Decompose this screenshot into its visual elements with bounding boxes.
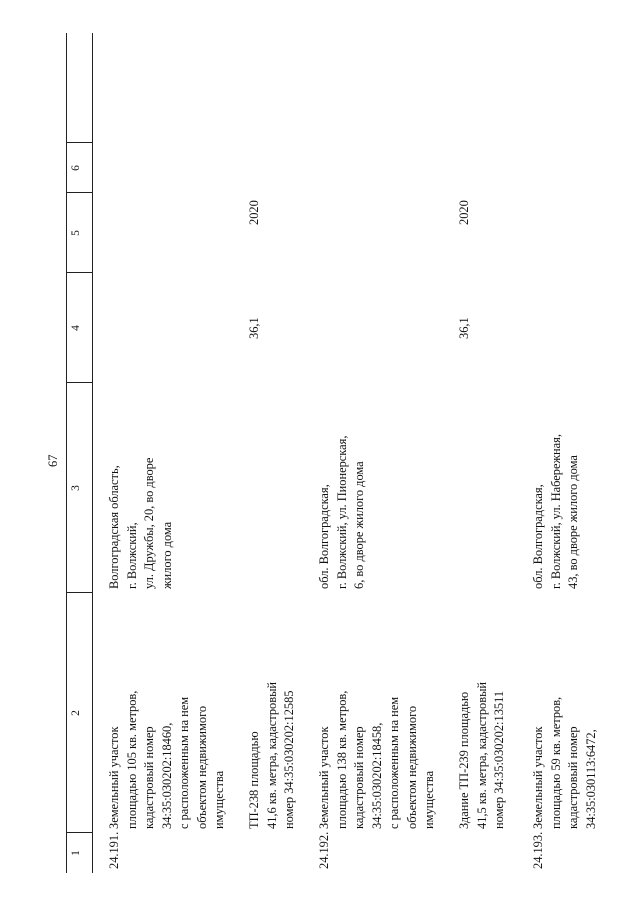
area-value: 36,1 bbox=[247, 317, 261, 339]
land-plot-description: Земельный участок площадью 138 кв. метров, кадастровый номер 34:35:030202:18458, с расположенным на нем объектом недвижимого имущества bbox=[317, 690, 436, 829]
land-plot-description: Земельный участок площадью 105 кв. метров, кадастровый номер 34:35:030202:18460, с расположенным на нем объектом недвижимого имущества bbox=[107, 690, 226, 829]
table-top-border bbox=[66, 33, 67, 873]
column-header-4: 4 bbox=[70, 325, 82, 331]
object-description: Здание ТП-239 площадью 41,5 кв. метра, кадастровый номер 34:35:030202:13511 bbox=[457, 681, 506, 829]
area-value: 36,1 bbox=[457, 317, 471, 339]
year-value: 2020 bbox=[457, 200, 471, 225]
address: обл. Волгоградская, г. Волжский, ул. Пионерская, 6, во дворе жилого дома bbox=[317, 435, 366, 589]
page-number: 67 bbox=[46, 454, 60, 467]
address: Волгоградская область, г. Волжский, ул. Дружбы, 20, во дворе жилого дома bbox=[107, 457, 174, 589]
land-plot-description: Земельный участок площадью 59 кв. метров, кадастровый номер 34:35:030113:6472, bbox=[531, 696, 598, 829]
row-number: 24.192. bbox=[317, 831, 331, 869]
address: обл. Волгоградская, г. Волжский, ул. Набережная, 43, во дворе жилого дома bbox=[531, 434, 580, 589]
row-number: 24.193. bbox=[531, 831, 545, 869]
column-header-5: 5 bbox=[70, 230, 82, 236]
year-value: 2020 bbox=[247, 200, 261, 225]
object-description: ТП-238 площадью 41,6 кв. метра, кадастровый номер 34:35:030202:12585 bbox=[247, 681, 296, 829]
table-header-bottom-border bbox=[92, 33, 93, 873]
column-header-3: 3 bbox=[70, 485, 82, 491]
row-number: 24.191. bbox=[107, 831, 121, 869]
column-header-6: 6 bbox=[70, 165, 82, 171]
column-header-2: 2 bbox=[70, 710, 82, 716]
column-header-1: 1 bbox=[70, 850, 82, 856]
